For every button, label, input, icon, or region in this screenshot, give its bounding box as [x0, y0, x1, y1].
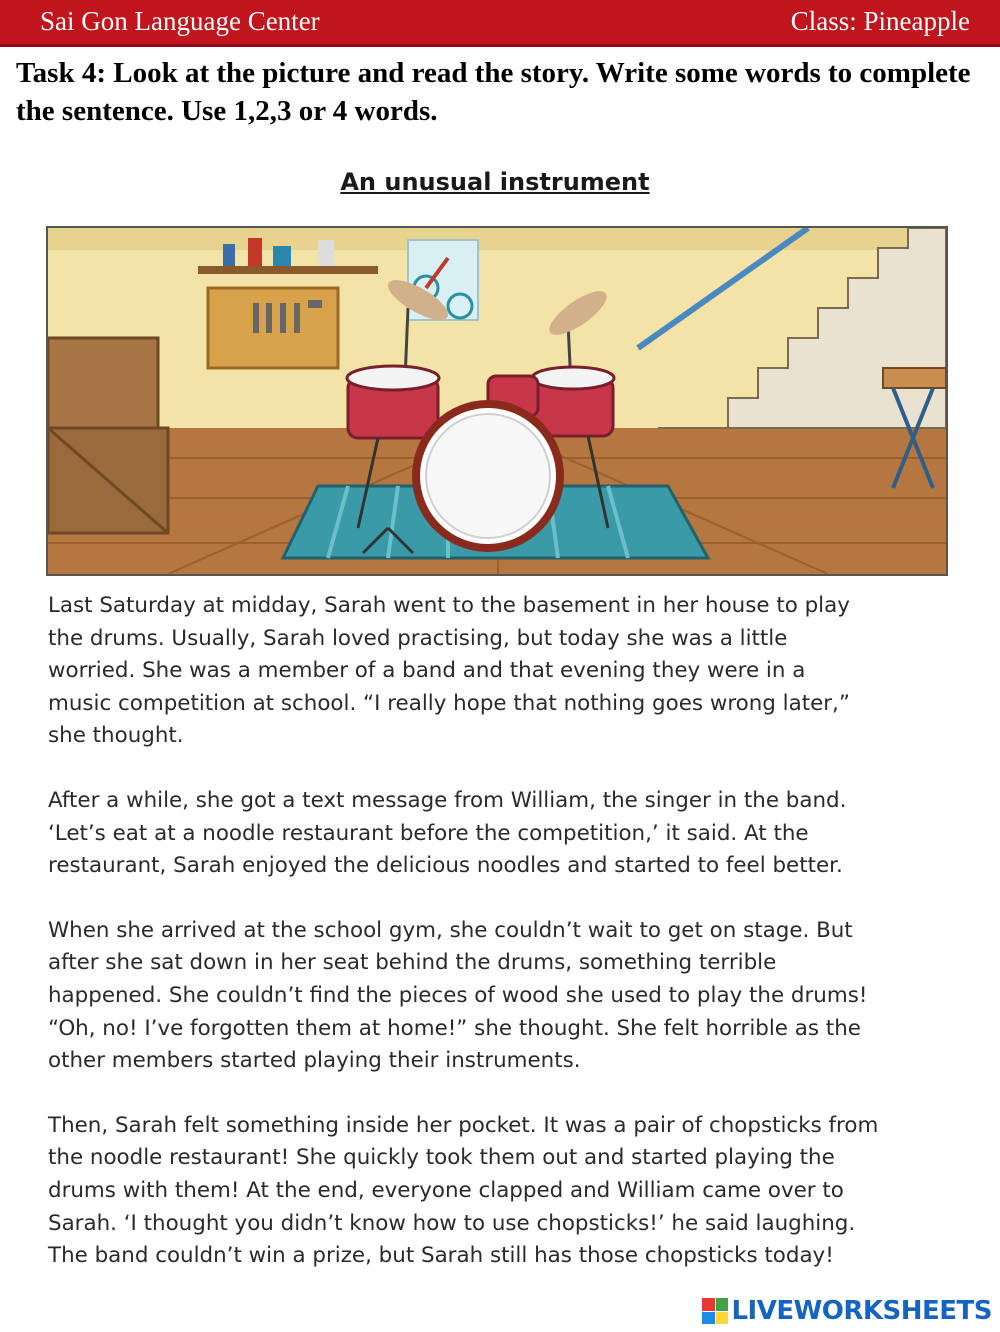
story-paragraph: Last Saturday at midday, Sarah went to the basement in her house to play the drums. Usually, Sarah loved practising, but today she was a little worried. She was a member of a band and that evening they were in a music competition at school. “I really hope that nothing goes wrong later,” she thought.	[48, 593, 850, 749]
story-paragraph: When she arrived at the school gym, she couldn’t wait to get on stage. But after she sat down in her seat behind the drums, something terrible happened. She couldn’t find the pieces of wood she used to play the drums! “Oh, no! I’ve forgotten them at home!” she thought. She felt horrible as the other members started playing their instruments.	[48, 917, 868, 1074]
drum-kit-illustration	[46, 226, 948, 576]
liveworksheets-logo-icon	[702, 1298, 728, 1324]
story-paragraph: Then, Sarah felt something inside her pocket. It was a pair of chopsticks from the noodle restaurant! She quickly took them out and started playing the drums with them! At the end, everyone clapped and William came over to Sarah. ‘I thought you didn’t know how to use chopsticks!’ he said laughing. The band couldn’t win a prize, but Sarah still has those chopsticks today!	[48, 1112, 879, 1269]
school-name: Sai Gon Language Center	[40, 6, 320, 36]
story-paragraph: After a while, she got a text message from William, the singer in the band. ‘Let’s eat at a noodle restaurant before the competition,’ it said. At the restaurant, Sarah enjoyed the delicious noodles and started to feel better.	[48, 787, 847, 879]
page-header	[0, 0, 1000, 47]
story-text	[48, 590, 948, 1305]
task-instruction: Task 4: Look at the picture and read the story. Write some words to complete the sentence. Use 1,2,3 or 4 words.	[16, 57, 971, 127]
liveworksheets-logo	[702, 1296, 992, 1326]
class-label: Class: Pineapple	[790, 6, 970, 36]
logo-text: LIVEWORKSHEETS	[731, 1296, 992, 1326]
basement-scene-icon	[48, 228, 946, 574]
story-title: An unusual instrument	[340, 168, 650, 196]
